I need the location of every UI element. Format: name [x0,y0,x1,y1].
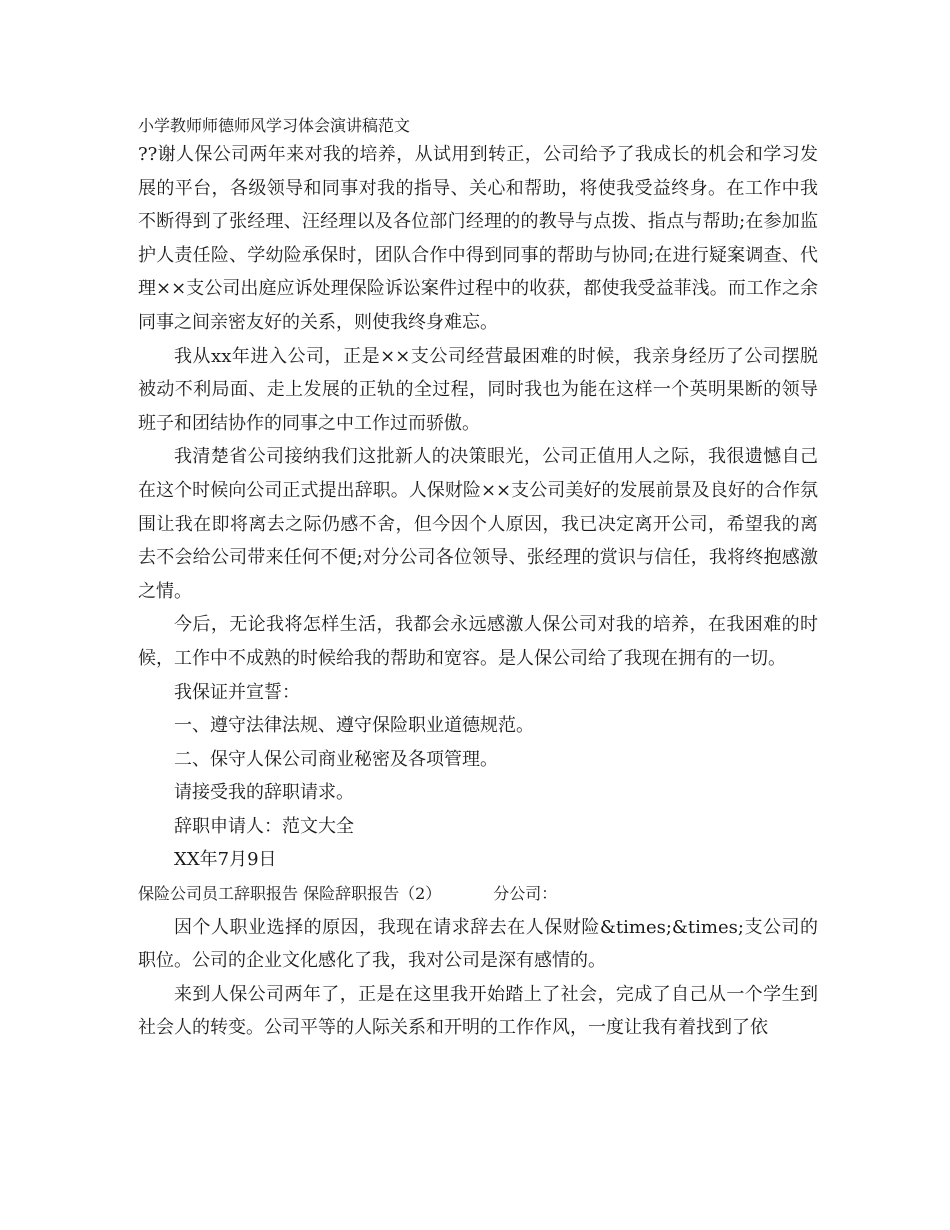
document-body [138,114,818,1045]
paragraph-thanks: ??谢人保公司两年来对我的培养，从试用到转正，公司给予了我成长的机会和学习发展的平台，各级领导和同事对我的指导、关心和帮助，将使我受益终身。在工作中我不断得到了张经理、汪经理以及各位部门经理的的教导与点拨、指点与帮助;在参加监护人责任险、学幼险承保时，团队合作中得到同事的帮助与协同;在进行疑案调查、代理××支公司出庭应诉处理保险诉讼案件过程中的收获，都使我受益菲浅。而工作之余同事之间亲密友好的关系，则使我终身难忘。 [138,144,818,333]
paragraph-two-years: 来到人保公司两年了，正是在这里我开始踏上了社会，完成了自己从一个学生到社会人的转变。公司平等的人际关系和开明的工作作风，一度让我有着找到了依 [138,983,818,1039]
pledge-item-2: 二、保守人保公司商业秘密及各项管理。 [174,748,498,770]
section2-heading [138,877,818,911]
section2-heading-title: 保险公司员工辞职报告 保险辞职报告（2） [138,884,442,904]
paragraph-joining: 我从xx年进入公司，正是××支公司经营最困难的时候，我亲身经历了公司摆脱被动不利局面、走上发展的正轨的全过程，同时我也为能在这样一个英明果断的领导班子和团结协作的同事之中工作过而骄傲。 [138,345,818,434]
pledge-item-1: 一、遵守法律法规、遵守保险职业道德规范。 [174,715,534,737]
section2-heading-recipient: 分公司： [493,884,558,904]
pledge-line: 我保证并宣誓： [174,681,300,703]
paragraph-future: 今后，无论我将怎样生活，我都会永远感激人保公司对我的培养，在我困难的时候，工作中不成熟的时候给我的帮助和宽容。是人保公司给了我现在拥有的一切。 [138,614,818,669]
document-title: 小学教师师德师风学习体会演讲稿范文 [138,116,411,135]
request-line: 请接受我的辞职请求。 [174,782,354,804]
date-line: XX年7月9日 [174,849,277,871]
paragraph-resignation: 我清楚省公司接纳我们这批新人的决策眼光，公司正值用人之际，我很遗憾自己在这个时候向公司正式提出辞职。人保财险××支公司美好的发展前景及良好的合作氛围让我在即将离去之际仍感不舍，但今因个人原因，我已决定离开公司，希望我的离去不会给公司带来任何不便;对分公司各位领导、张经理的赏识与信任，我将终抱感激之情。 [138,446,818,602]
signature-line: 辞职申请人：范文大全 [174,815,354,837]
paragraph-reason: 因个人职业选择的原因，我现在请求辞去在人保财险&times;&times;支公司的职位。公司的企业文化感化了我，我对公司是深有感情的。 [138,916,818,972]
